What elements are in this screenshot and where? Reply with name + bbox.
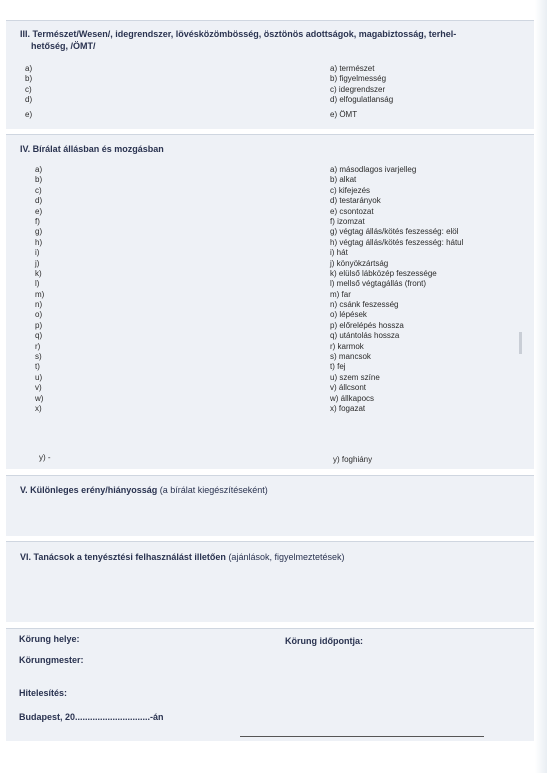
list-item: l) xyxy=(35,279,40,289)
list-item: h) xyxy=(35,237,43,247)
list-item: t) fej xyxy=(330,362,346,372)
list-item: q) utántolás hossza xyxy=(330,331,400,341)
section-temperament-title-line2: hetőség, /ÖMT/ xyxy=(31,41,96,51)
list-item: n) xyxy=(35,300,43,310)
list-item: d) xyxy=(35,196,43,206)
list-item: j) xyxy=(35,258,40,268)
section-breeding-advice-title: VI. Tanácsok a tenyésztési felhasználást illetően (ajánlások, figyelmeztetések) xyxy=(20,552,345,562)
list-item: f) izomzat xyxy=(330,216,365,226)
list-item: m) xyxy=(35,289,45,299)
signature-line xyxy=(240,736,484,737)
list-item: c) kifejezés xyxy=(330,185,371,195)
section-evaluation-left-column xyxy=(35,165,44,414)
list-item: w) állkapocs xyxy=(330,393,375,403)
list-item: u) xyxy=(35,372,43,382)
section-temperament-right-column xyxy=(330,64,393,120)
list-item: k) xyxy=(35,268,42,278)
list-item: x) fogazat xyxy=(330,403,366,413)
list-item: n) csánk feszesség xyxy=(330,300,399,310)
korung-location-label: Körung helye: xyxy=(19,634,80,644)
list-item: e) xyxy=(25,109,33,119)
list-item: a) xyxy=(25,64,33,73)
list-item: e) ÖMT xyxy=(330,109,358,119)
list-item: f) xyxy=(35,216,40,226)
list-item: o) lépések xyxy=(330,310,367,320)
section-evaluation-right-column xyxy=(330,165,463,414)
list-item: a) másodlagos ivarjelleg xyxy=(330,165,417,174)
list-item: c) xyxy=(25,84,32,94)
section-evaluation-y-right: y) foghiány xyxy=(333,455,373,464)
list-item: s) mancsok xyxy=(330,352,371,362)
list-item: c) idegrendszer xyxy=(330,84,386,94)
list-item: i) xyxy=(35,248,40,258)
section-breeding-advice xyxy=(6,541,534,622)
list-item: d) elfogulatlanság xyxy=(330,95,394,105)
section-evaluation-title: IV. Bírálat állásban és mozgásban xyxy=(20,144,164,154)
authentication-label: Hitelesítés: xyxy=(19,688,68,698)
list-item: w) xyxy=(35,393,44,403)
list-item: e) xyxy=(35,206,43,216)
list-item: b) xyxy=(35,175,43,185)
list-item: t) xyxy=(35,362,40,372)
list-item: v) xyxy=(35,383,42,393)
list-item: a) természet xyxy=(330,64,375,73)
section-temperament-left-column xyxy=(25,64,32,120)
list-item: k) elülső lábközép feszessége xyxy=(330,268,437,278)
list-item: s) xyxy=(35,352,42,362)
list-item: c) xyxy=(35,185,42,195)
section-special-merit-title: V. Különleges erény/hiányosság (a bírálat kiegészítéseként) xyxy=(20,485,268,495)
list-item: j) könyökzártság xyxy=(330,258,389,268)
list-item: p) xyxy=(35,320,43,330)
list-item: e) csontozat xyxy=(330,206,374,216)
list-item: g) xyxy=(35,227,43,237)
list-item: a) xyxy=(35,165,43,174)
list-item: l) mellső végtagállás (front) xyxy=(330,279,427,289)
section-evaluation-y-left: y) - xyxy=(39,453,51,462)
list-item: d) testarányok xyxy=(330,196,381,206)
list-item: p) előrelépés hossza xyxy=(330,320,404,330)
section-footer xyxy=(6,628,534,741)
list-item: b) xyxy=(25,74,33,84)
scan-mark xyxy=(519,332,522,354)
list-item: m) far xyxy=(330,289,351,299)
list-item: r) karmok xyxy=(330,341,364,351)
list-item: x) xyxy=(35,403,42,413)
list-item: q) xyxy=(35,331,43,341)
list-item: b) figyelmesség xyxy=(330,74,387,84)
list-item: g) végtag állás/kötés feszesség: elöl xyxy=(330,227,459,237)
page-edge-shadow xyxy=(535,0,547,773)
list-item: b) alkat xyxy=(330,175,357,185)
list-item: r) xyxy=(35,341,41,351)
section-temperament-title-line1: III. Természet/Wesen/, idegrendszer, lövésközömbösség, ösztönös adottságok, magabiztosság, terhel- xyxy=(20,29,457,39)
korung-master-label: Körungmester: xyxy=(19,655,84,665)
section-evaluation xyxy=(6,134,534,469)
list-item: i) hát xyxy=(330,248,348,258)
place-date-line: Budapest, 20..............................-án xyxy=(19,712,164,722)
list-item: v) állcsont xyxy=(330,383,367,393)
list-item: u) szem színe xyxy=(330,372,380,382)
list-item: h) végtag állás/kötés feszesség: hátul xyxy=(330,237,464,247)
list-item: d) xyxy=(25,95,33,105)
list-item: o) xyxy=(35,310,43,320)
section-temperament xyxy=(6,20,534,129)
section-special-merit xyxy=(6,475,534,536)
korung-date-label: Körung időpontja: xyxy=(285,636,363,646)
